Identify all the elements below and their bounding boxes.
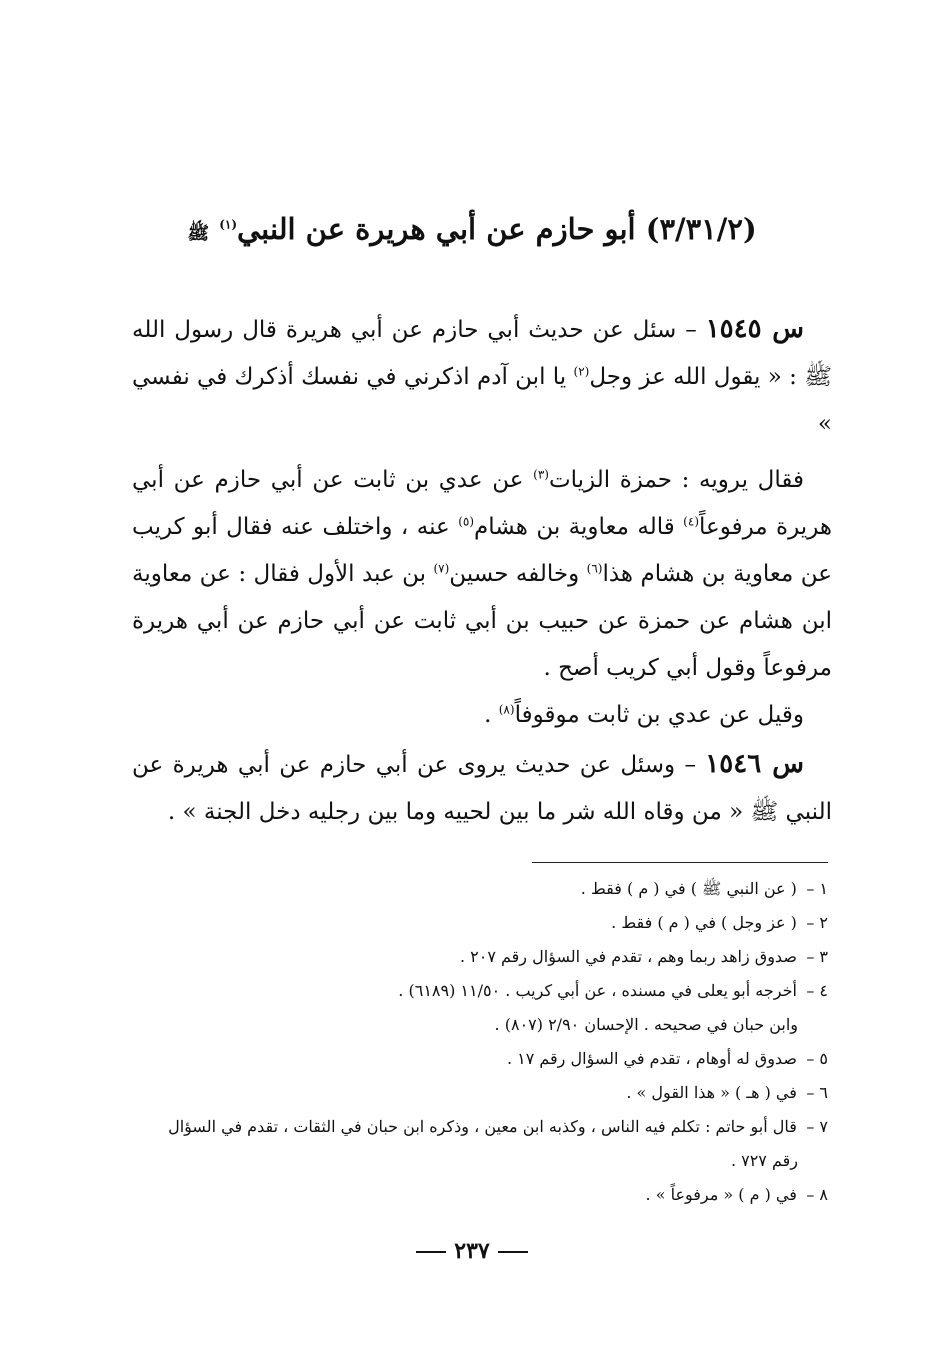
- page-number-text: ٢٣٧: [454, 1238, 490, 1264]
- question-1545-paragraph: [132, 306, 832, 448]
- footnote-number: ٨ –: [806, 1185, 828, 1204]
- footnote-ref-6: (٦): [586, 561, 603, 576]
- answer-1545-note-paragraph: [132, 692, 832, 739]
- heading-text: (٣/٣١/٢) أبو حازم عن أبي هريرة عن النبي: [237, 212, 757, 246]
- footnote-number: ٢ –: [806, 913, 828, 932]
- footnote-number: ١ –: [806, 879, 828, 898]
- footnote-text: ( عز وجل ) في ( م ) فقط .: [611, 913, 797, 932]
- footnote-number: ٥ –: [806, 1049, 828, 1068]
- answer-1545-paragraph: [132, 457, 832, 692]
- footnote-7-continued: [132, 1144, 828, 1178]
- footnote-ref-1: (١): [219, 217, 238, 232]
- question-1545: [132, 306, 832, 448]
- q1546-text: – وسئل عن حديث يروى عن أبي حازم عن أبي هريرة عن النبي ﷺ « من وقاه الله شر ما بين لحييه وما بين رجليه دخل الجنة » .: [132, 752, 832, 825]
- footnote-2: [132, 906, 828, 940]
- question-number-1546: س ١٥٤٦: [705, 749, 804, 779]
- page-number: [0, 1238, 944, 1264]
- footnote-text: صدوق زاهد ربما وهم ، تقدم في السؤال رقم ٢٠٧ .: [459, 947, 797, 966]
- footnote-text: ( عن النبي ﷺ ) في ( م ) فقط .: [580, 879, 797, 898]
- footnote-ref-4: (٤): [683, 514, 699, 529]
- footnote-4-continued: [132, 1008, 828, 1042]
- footnotes: [132, 872, 828, 1212]
- answer-note-text: وقيل عن عدي بن ثابت موقوفاً: [514, 702, 804, 728]
- section-heading: [120, 212, 824, 248]
- footnote-divider: [532, 862, 828, 863]
- footnote-8: [132, 1178, 828, 1212]
- answer-1545: [132, 457, 832, 739]
- footnote-1: [132, 872, 828, 906]
- answer-text-c: قاله معاوية بن هشام: [474, 514, 684, 540]
- footnote-3: [132, 940, 828, 974]
- page-number-dash-right: [498, 1251, 528, 1253]
- footnote-6: [132, 1076, 828, 1110]
- question-number-1545: س ١٥٤٥: [705, 314, 805, 344]
- question-1546-paragraph: [132, 741, 832, 836]
- footnote-ref-3: (٣): [533, 467, 549, 482]
- footnote-4: [132, 974, 828, 1008]
- footnote-7: [132, 1110, 828, 1144]
- footnote-number: ٧ –: [806, 1117, 828, 1136]
- footnote-ref-8: (٨): [498, 702, 515, 717]
- footnote-number: ٤ –: [806, 981, 828, 1000]
- footnote-ref-7: (٧): [433, 561, 450, 576]
- footnote-text: صدوق له أوهام ، تقدم في السؤال رقم ١٧ .: [506, 1049, 797, 1068]
- answer-text-e: وخالفه حسين: [449, 561, 587, 587]
- q1545-text-a: – سئل عن حديث أبي حازم عن أبي هريرة قال رسول الله ﷺ : « يقول الله عز وجل: [132, 317, 832, 390]
- footnote-text: أخرجه أبو يعلى في مسنده ، عن أبي كريب . ١١/٥٠ (٦١٨٩) .: [398, 981, 797, 1000]
- question-1546: [132, 741, 832, 836]
- answer-text-d: عنه ، واختلف عنه فقال أبو كريب عن معاوية بن هشام هذا: [132, 514, 832, 587]
- salla-glyph: ﷺ: [187, 223, 210, 244]
- q1545-text-b: يا ابن آدم اذكرني في نفسك أذكرك في نفسي »: [132, 364, 832, 437]
- page-number-dash-left: [416, 1251, 446, 1253]
- footnote-text: في ( هـ ) « هذا القول » .: [626, 1083, 797, 1102]
- footnote-number: ٦ –: [806, 1083, 828, 1102]
- footnote-ref-5: (٥): [458, 514, 475, 529]
- footnote-text: وابن حبان في صحيحه . الإحسان ٢/٩٠ (٨٠٧) .: [494, 1015, 798, 1034]
- answer-note-end: .: [484, 702, 499, 728]
- answer-text-a: فقال يرويه : حمزة الزيات: [548, 467, 804, 493]
- footnote-text: رقم ٧٢٧ .: [730, 1151, 798, 1170]
- footnote-text: قال أبو حاتم : تكلم فيه الناس ، وكذبه ابن معين ، وذكره ابن حبان في الثقات ، تقدم في السؤال: [168, 1117, 797, 1136]
- footnote-5: [132, 1042, 828, 1076]
- footnote-number: ٣ –: [806, 947, 828, 966]
- footnote-ref-2: (٢): [573, 364, 590, 379]
- answer-text-b: عن عدي بن ثابت عن أبي حازم عن أبي هريرة مرفوعاً: [132, 467, 833, 540]
- footnote-text: في ( م ) « مرفوعاً » .: [645, 1185, 797, 1204]
- answer-text-f: بن عبد الأول فقال : عن معاوية ابن هشام عن حمزة عن حبيب بن أبي ثابت عن أبي حازم عن أبي هريرة مرفوعاً وقول أبي كريب أصح .: [132, 561, 832, 681]
